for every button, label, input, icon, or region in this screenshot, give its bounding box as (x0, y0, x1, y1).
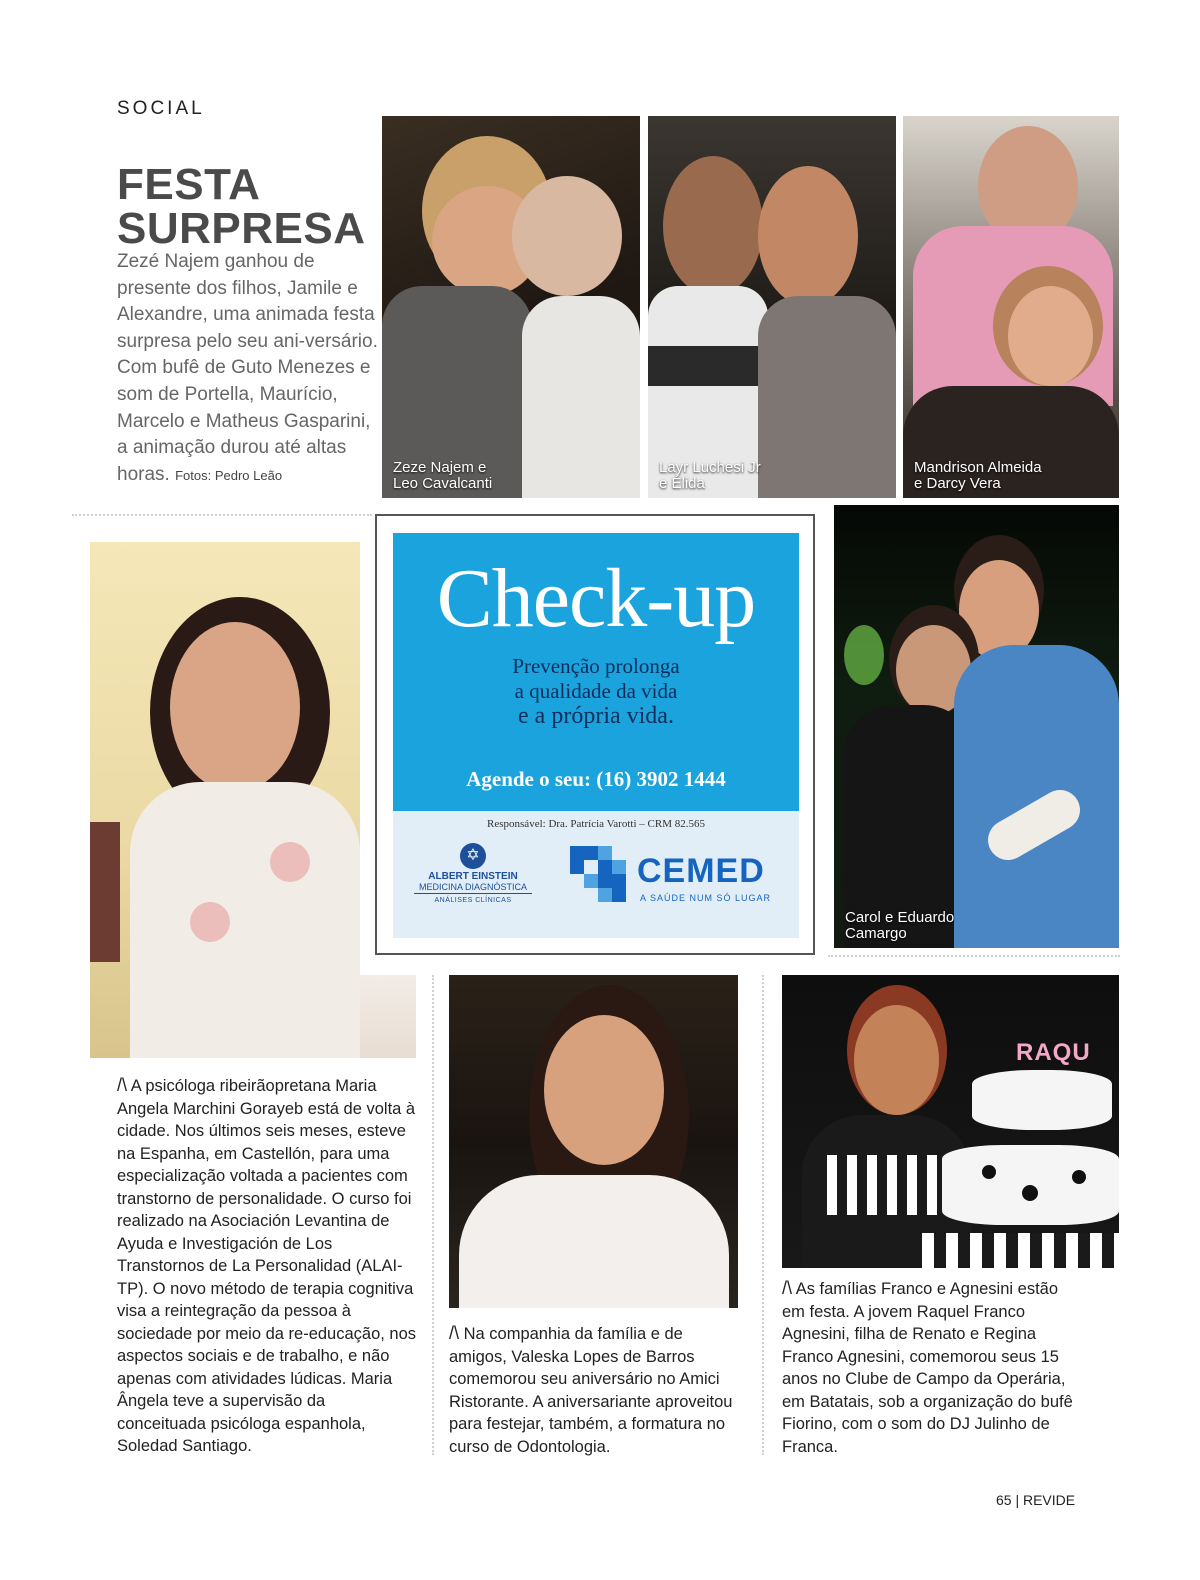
story-raquel (782, 1277, 1078, 1458)
story-text: As famílias Franco e Agnesini estão em festa. A jovem Raquel Franco Agnesini, filha de Renato e Regina Franco Agnesini, comemorou seus 15 anos no Clube de Campo da Operária, em Batatais, sob a organização do bufê Fiorino, com o som do DJ Julinho de Franca. (782, 1280, 1073, 1456)
photo-valeska (449, 975, 738, 1308)
photo-raquel (782, 975, 1119, 1268)
caption-line-2: e Darcy Vera (914, 475, 1001, 492)
ad-tagline-line: Prevenção prolonga (512, 654, 680, 678)
cemed-name: CEMED (637, 852, 765, 890)
story-valeska (449, 1322, 741, 1458)
caption-line-2: Leo Cavalcanti (393, 475, 493, 492)
photo-carol-eduardo (834, 505, 1119, 948)
photo-zeze-leo (382, 116, 640, 498)
caption-zeze-leo (393, 460, 492, 492)
separator (72, 514, 372, 516)
ad-responsible: Responsável: Dra. Patrícia Varotti – CRM 82.565 (487, 818, 705, 830)
story-maria-angela (117, 1074, 417, 1458)
star-of-david-icon: ✡ (460, 843, 486, 869)
separator (432, 975, 434, 1455)
headline-line-2: SURPRESA (117, 204, 366, 253)
headline-line-1: FESTA (117, 160, 261, 209)
intro-text (117, 249, 379, 489)
story-text: Na companhia da família e de amigos, Valeska Lopes de Barros comemorou seu aniversário no Amici Ristorante. A aniversariante aproveitou para festejar, também, a formatura no curso de Odontologia. (449, 1325, 733, 1456)
caption-line-1: Mandrison Almeida (914, 459, 1042, 476)
ad-tagline (393, 654, 799, 729)
story-text: A psicóloga ribeirãopretana Maria Angela Marchini Gorayeb está de volta à cidade. Nos últimos seis meses, esteve na Espanha, em Castellón, para uma especialização voltada a pacientes com transtorno de personalidade. O curso foi realizado na Asociación Levantina de Ayuda e Investigación de Los Transtornos de La Personalidad (ALAI-TP). O novo método de terapia cognitiva visa a reintegração da pessoa à sociedade por meio da re-educação, nos aspectos sociais e de trabalho, e não apenas com atividades lúdicas. Maria Ângela teve a supervisão da conceituada psicóloga espanhola, Soledad Santiago. (117, 1077, 417, 1455)
einstein-subtitle-2: ANÁLISES CLÍNICAS (434, 897, 512, 904)
cemed-logo-icon (570, 846, 628, 904)
einstein-subtitle: MEDICINA DIAGNÓSTICA (414, 882, 532, 894)
caption-line-2: e Élida (659, 475, 705, 492)
ad-title: Check-up (436, 552, 756, 645)
caption-mandrison-darcy (914, 460, 1042, 492)
separator (828, 955, 1120, 957)
photo-mandrison-darcy (903, 116, 1119, 498)
caption-carol-eduardo (845, 910, 954, 942)
headline (117, 160, 366, 253)
arrow-up-icon: /\ (449, 1323, 460, 1343)
einstein-name: ALBERT EINSTEIN (428, 871, 518, 882)
photo-maria-angela-extension (360, 975, 416, 1058)
page-folio: 65 | REVIDE (996, 1492, 1076, 1508)
intro-body: Zezé Najem ganhou de presente dos filhos, Jamile e Alexandre, uma animada festa surpresa pelo seu ani-versário. Com bufê de Guto Menezes e som de Portella, Maurício, Marcelo e Matheus Gasparini, a animação durou até altas horas. (117, 251, 378, 485)
separator (762, 975, 764, 1455)
cemed-subtitle: A SAÚDE NUM SÓ LUGAR (640, 893, 772, 903)
caption-line-1: Layr Luchesi Jr (659, 459, 761, 476)
ad-phone: Agende o seu: (16) 3902 1444 (466, 767, 726, 791)
arrow-up-icon: /\ (117, 1075, 128, 1095)
caption-line-2: Camargo (845, 925, 907, 942)
ad-tagline-line: a qualidade da vida (514, 679, 678, 703)
caption-layr-elida (659, 460, 761, 492)
caption-line-1: Zeze Najem e (393, 459, 487, 476)
photo-layr-elida (648, 116, 896, 498)
ad-tagline-line: e a própria vida. (518, 703, 674, 729)
arrow-up-icon: /\ (782, 1278, 793, 1298)
photo-maria-angela (90, 542, 360, 1058)
caption-line-1: Carol e Eduardo (845, 909, 955, 926)
section-label: SOCIAL (117, 98, 205, 119)
cake-lettering: RAQU (1016, 1039, 1091, 1066)
photo-credit: Fotos: Pedro Leão (175, 467, 283, 483)
